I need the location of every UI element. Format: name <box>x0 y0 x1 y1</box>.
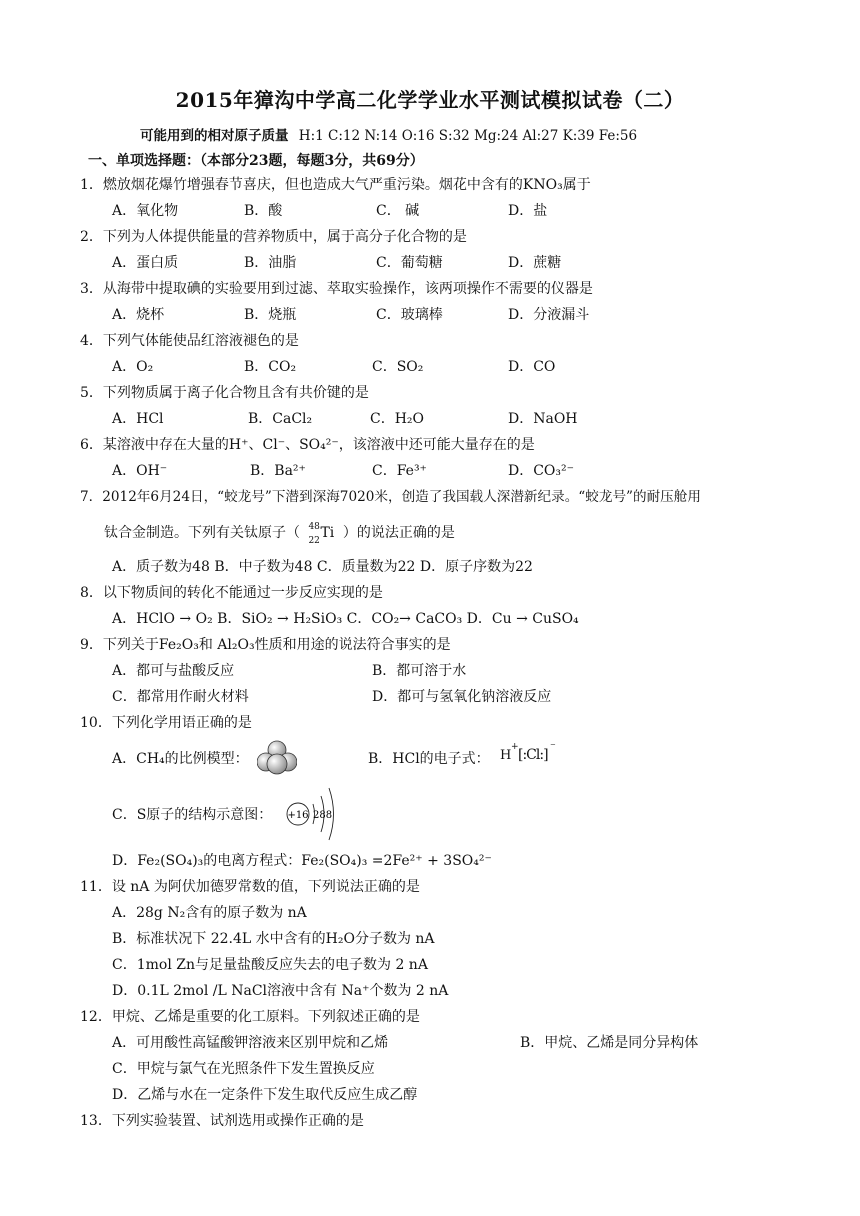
question-1-stem: 1．燃放烟花爆竹增强春节喜庆，但也造成大气严重污染。烟花中含有的KNO₃属于 <box>80 177 591 193</box>
question-7-stem-line2 <box>104 522 455 544</box>
q2-option-c: C．葡萄糖 <box>376 255 443 271</box>
q12-option-c: C．甲烷与氯气在光照条件下发生置换反应 <box>112 1061 375 1077</box>
question-6-stem: 6．某溶液中存在大量的H⁺、Cl⁻、SO₄²⁻，该溶液中还可能大量存在的是 <box>80 437 535 453</box>
q4-option-a: A．O₂ <box>112 359 154 375</box>
q6-option-c: C．Fe³⁺ <box>372 463 427 479</box>
question-2-stem: 2．下列为人体提供能量的营养物质中，属于高分子化合物的是 <box>80 229 467 245</box>
q9-option-c: C．都常用作耐火材料 <box>112 689 249 705</box>
q3-option-c: C．玻璃棒 <box>376 307 443 323</box>
q10-option-d: D．Fe₂(SO₄)₃的电离方程式：Fe₂(SO₄)₃ =2Fe²⁺ + 3SO₄²⁻ <box>112 853 492 869</box>
question-7-stem: 7．2012年6月24日，“蛟龙号”下潜到深海7020米，创造了我国载人深潜新纪录。“蛟龙号”的耐压舱用 <box>80 489 701 505</box>
q2-option-b: B．油脂 <box>244 255 297 271</box>
question-9-stem: 9．下列关于Fe₂O₃和 Al₂O₃性质和用途的说法符合事实的是 <box>80 637 451 653</box>
q7-stem-part2: ）的说法正确的是 <box>342 525 455 541</box>
question-5-stem: 5．下列物质属于离子化合物且含有共价键的是 <box>80 385 369 401</box>
q6-option-d: D．CO₃²⁻ <box>508 463 575 479</box>
q1-option-b: B．酸 <box>244 203 283 219</box>
q5-option-d: D．NaOH <box>508 411 578 427</box>
q2-option-a: A．蛋白质 <box>112 255 179 271</box>
nucleus-charge: +16 <box>287 810 309 821</box>
q11-option-b: B．标准状况下 22.4L 水中含有的H₂O分子数为 nA <box>112 931 435 947</box>
q6-option-a: A．OH⁻ <box>112 463 168 479</box>
question-4-stem: 4．下列气体能使品红溶液褪色的是 <box>80 333 299 349</box>
minus-charge: ⁻ <box>550 740 556 753</box>
atomic-masses-label: 可能用到的相对原子质量 <box>140 128 289 144</box>
hydrogen-symbol: H <box>500 748 512 763</box>
q2-option-d: D．蔗糖 <box>508 255 562 271</box>
q10-option-b: B．HCl的电子式： <box>368 751 490 767</box>
q4-option-b: B．CO₂ <box>244 359 297 375</box>
q7-stem-part1: 钛合金制造。下列有关钛原子（ <box>104 525 300 541</box>
q9-option-a: A．都可与盐酸反应 <box>112 663 235 679</box>
element-symbol: Ti <box>320 525 335 541</box>
section-heading: 一、单项选择题：（本部分23题，每题3分，共69分） <box>88 153 424 169</box>
q3-option-a: A．烧杯 <box>112 307 165 323</box>
q5-option-a: A．HCl <box>112 411 164 427</box>
electron-shells: 288 <box>313 810 333 821</box>
question-13-stem: 13．下列实验装置、试剂选用或操作正确的是 <box>80 1113 364 1129</box>
chloride-bracket: [:Cl:] <box>518 747 548 763</box>
q6-option-b: B．Ba²⁺ <box>250 463 306 479</box>
plus-charge: + <box>511 742 519 752</box>
q4-option-c: C．SO₂ <box>372 359 424 375</box>
q11-option-d: D．0.1L 2mol /L NaCl溶液中含有 Na⁺个数为 2 nA <box>112 983 449 999</box>
question-8-stem: 8．以下物质间的转化不能通过一步反应实现的是 <box>80 585 383 601</box>
question-11-stem: 11．设 nA 为阿伏加德罗常数的值，下列说法正确的是 <box>80 879 420 895</box>
q12-option-b: B．甲烷、乙烯是同分异构体 <box>520 1035 699 1051</box>
q11-option-c: C．1mol Zn与足量盐酸反应失去的电子数为 2 nA <box>112 957 428 973</box>
q1-option-d: D．盐 <box>508 203 548 219</box>
q9-option-d: D．都可与氢氧化钠溶液反应 <box>372 689 552 705</box>
mass-number: 48 <box>308 522 320 532</box>
q11-option-a: A．28g N₂含有的原子数为 nA <box>112 905 307 921</box>
question-3-stem: 3．从海带中提取碘的实验要用到过滤、萃取实验操作，该两项操作不需要的仪器是 <box>80 281 593 297</box>
page-title: 2015年獐沟中学高二化学学业水平测试模拟试卷（二） <box>175 88 685 112</box>
q10-option-c: C．S原子的结构示意图： <box>112 807 273 823</box>
q12-option-a: A．可用酸性高锰酸钾溶液来区别甲烷和乙烯 <box>112 1035 389 1051</box>
q3-option-d: D．分液漏斗 <box>508 307 590 323</box>
question-10-stem: 10．下列化学用语正确的是 <box>80 715 252 731</box>
q10-option-a: A．CH₄的比例模型： <box>112 751 249 767</box>
q4-option-d: D．CO <box>508 359 556 375</box>
q7-options: A．质子数为48 B．中子数为48 C．质量数为22 D．原子序数为22 <box>112 559 533 575</box>
atomic-masses <box>140 124 637 144</box>
q12-option-d: D．乙烯与水在一定条件下发生取代反应生成乙醇 <box>112 1087 418 1103</box>
q1-option-a: A．氧化物 <box>112 203 179 219</box>
q5-option-c: C．H₂O <box>370 411 425 427</box>
hcl-electron-dot-formula <box>500 742 560 770</box>
q5-option-b: B．CaCl₂ <box>248 411 313 427</box>
q3-option-b: B．烧瓶 <box>244 307 297 323</box>
atomic-masses-values: H:1 C:12 N:14 O:16 S:32 Mg:24 Al:27 K:39 Fe:56 <box>298 128 638 144</box>
question-12-stem: 12．甲烷、乙烯是重要的化工原料。下列叙述正确的是 <box>80 1009 420 1025</box>
q8-options: A．HClO → O₂ B．SiO₂ → H₂SiO₃ C．CO₂→ CaCO₃ D．Cu → CuSO₄ <box>112 611 579 627</box>
atomic-number: 22 <box>308 536 320 546</box>
titanium-nuclide <box>304 522 338 544</box>
q1-option-c: C． 碱 <box>376 203 420 219</box>
sulfur-atom-structure-diagram <box>285 784 345 844</box>
q9-option-b: B．都可溶于水 <box>372 663 467 679</box>
methane-space-filling-model <box>257 740 297 776</box>
